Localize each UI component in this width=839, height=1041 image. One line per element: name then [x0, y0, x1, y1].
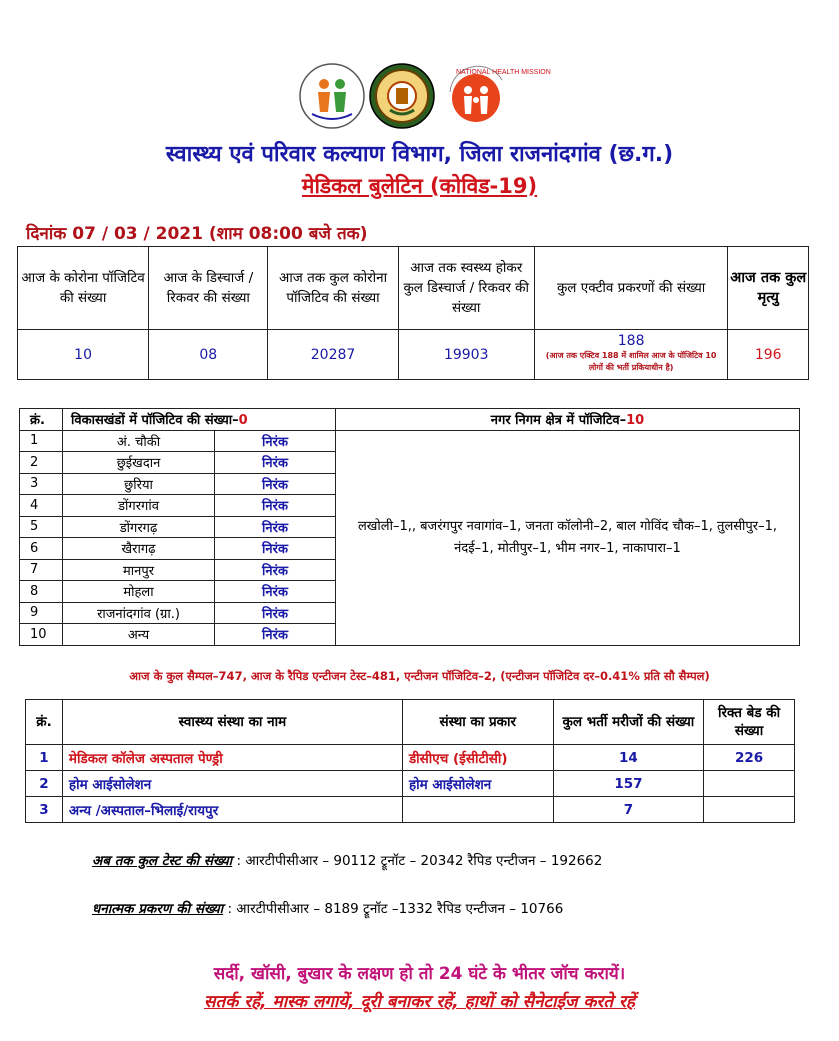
block-status: निरंक: [215, 516, 336, 538]
block-num: 9: [20, 602, 63, 624]
chhattisgarh-govt-seal-icon: [368, 62, 436, 130]
block-status: निरंक: [215, 538, 336, 560]
inst-beds: 226: [704, 745, 795, 771]
national-health-mission-logo-icon: [440, 62, 551, 130]
inst-type: [402, 797, 553, 823]
positive-cases-values: : आरटीपीसीआर – 8189 ट्रूनॉट –1332 रैपिड एन्टीजन – 10766: [227, 901, 564, 917]
nhm-logo-text: NATIONAL HEALTH MISSION: [456, 69, 551, 76]
deaths-value: 196: [728, 330, 809, 380]
inst-name: मेडिकल कॉलेज अस्पताल पेण्ड्री: [62, 745, 402, 771]
nagar-positive-list: लखोली–1,, बजरंगपुर नवागांव–1, जनता कॉलोनी–2, बाल गोविंद चौक–1, तुलसीपुर–1, नंदई–1, मोतीपुर–1, भीम नगर–1, नाकापारा–1: [336, 430, 800, 645]
inst-type: डीसीएच (ईसीटीसी): [402, 745, 553, 771]
block-name: मोहला: [63, 581, 215, 603]
block-num: 2: [20, 452, 63, 474]
summary-table: [17, 246, 809, 380]
summary-header-total-positive: आज तक कुल कोरोना पॉजिटिव की संख्या: [268, 247, 398, 330]
summary-header-active: कुल एक्टीव प्रकरणों की संख्या: [534, 247, 728, 330]
bulletin-date: दिनांक 07 / 03 / 2021 (शाम 08:00 बजे तक): [26, 224, 368, 244]
active-value: 188: [617, 333, 645, 349]
block-header-label: [63, 409, 336, 431]
block-status: निरंक: [215, 559, 336, 581]
total-positive-value: 20287: [268, 330, 398, 380]
block-status: निरंक: [215, 430, 336, 452]
block-num: 10: [20, 624, 63, 646]
active-note: (आज तक एक्टिव 188 में शामिल आज के पॉजिटिव 10 लोगों की भर्ती प्रकियाधीन है): [545, 351, 717, 372]
inst-name: होम आईसोलेशन: [62, 771, 402, 797]
active-cell: [534, 330, 728, 380]
block-status: निरंक: [215, 581, 336, 603]
block-name: अन्य: [63, 624, 215, 646]
positive-cases-label: धनात्मक प्रकरण की संख्या: [92, 901, 224, 917]
inst-name: अन्य /अस्पताल–भिलाई/रायपुर: [62, 797, 402, 823]
total-tests-values: : आरटीपीसीआर – 90112 ट्रूनॉट – 20342 रैपिड एन्टीजन – 192662: [236, 853, 603, 869]
block-status: निरंक: [215, 495, 336, 517]
block-name: डोंगरगांव: [63, 495, 215, 517]
samples-summary: आज के कुल सैम्पल–747, आज के रैपिड एन्टीजन टेस्ट–481, एन्टीजन पॉजिटिव–2, (एन्टीजन पॉजिटिव दर–0.41% प्रति सौ सैम्पल): [129, 669, 710, 683]
summary-header-total-discharge: आज तक स्वस्थ्य होकर कुल डिस्चार्ज / रिकवर की संख्या: [398, 247, 534, 330]
inst-num: 3: [26, 797, 63, 823]
inst-patients: 14: [553, 745, 704, 771]
inst-header-patients: कुल भर्ती मरीजों की संख्या: [553, 700, 704, 745]
block-num: 6: [20, 538, 63, 560]
block-status: निरंक: [215, 624, 336, 646]
safety-advice: सतर्क रहें, मास्क लगायें, दूरी बनाकर रहें, हाथों को सैनेटाईज करते रहें: [204, 992, 635, 1012]
inst-num: 2: [26, 771, 63, 797]
nagar-header-count: 10: [626, 413, 645, 429]
block-status: निरंक: [215, 452, 336, 474]
summary-header-deaths: आज तक कुल मृत्यु: [728, 247, 809, 330]
inst-header-type: संस्था का प्रकार: [402, 700, 553, 745]
inst-num: 1: [26, 745, 63, 771]
institution-row: [26, 797, 795, 823]
summary-value-row: [18, 330, 809, 380]
block-num: 8: [20, 581, 63, 603]
block-name: छुरिया: [63, 473, 215, 495]
symptom-advice: सर्दी, खॉसी, बुखार के लक्षण हो तो 24 घंटे के भीतर जॉच करायें।: [213, 964, 626, 984]
block-header-num: क्रं.: [20, 409, 63, 431]
block-header-count: 0: [238, 413, 248, 429]
block-name: अं. चौकी: [63, 430, 215, 452]
summary-header-row: [18, 247, 809, 330]
block-row: [20, 430, 800, 452]
institution-row: [26, 771, 795, 797]
block-num: 4: [20, 495, 63, 517]
inst-patients: 157: [553, 771, 704, 797]
total-tests-line: [92, 851, 602, 869]
institution-row: [26, 745, 795, 771]
bulletin-title: [0, 172, 839, 200]
inst-patients: 7: [553, 797, 704, 823]
inst-type: होम आईसोलेशन: [402, 771, 553, 797]
block-header-row: [20, 409, 800, 431]
inst-header-name: स्वास्थ्य संस्था का नाम: [62, 700, 402, 745]
positive-cases-line: [92, 899, 563, 917]
logo-strip: [0, 62, 839, 136]
block-num: 1: [20, 430, 63, 452]
block-name: छुईखदान: [63, 452, 215, 474]
inst-beds: [704, 797, 795, 823]
total-discharge-value: 19903: [398, 330, 534, 380]
summary-header-today-positive: आज के कोरोना पॉजिटिव की संख्या: [18, 247, 149, 330]
block-positive-table: [19, 408, 800, 646]
inst-header-beds: रिक्त बेड की संख्या: [704, 700, 795, 745]
block-header-label-text: विकासखंडों में पॉजिटिव की संख्या–: [71, 413, 239, 429]
block-status: निरंक: [215, 602, 336, 624]
nagar-header-label: नगर निगम क्षेत्र में पॉजिटिव–: [490, 413, 627, 429]
block-name: खैरागढ़: [63, 538, 215, 560]
nagar-header: [336, 409, 800, 431]
total-tests-label: अब तक कुल टेस्ट की संख्या: [92, 853, 233, 869]
block-name: डोंगरगढ़: [63, 516, 215, 538]
block-num: 3: [20, 473, 63, 495]
today-positive-value: 10: [18, 330, 149, 380]
block-name: मानपुर: [63, 559, 215, 581]
block-num: 7: [20, 559, 63, 581]
family-health-logo-icon: [298, 62, 366, 130]
inst-header-num: क्रं.: [26, 700, 63, 745]
inst-beds: [704, 771, 795, 797]
bulletin-title-text: मेडिकल बुलेटिन (कोविड-19): [301, 174, 538, 198]
block-num: 5: [20, 516, 63, 538]
department-title: स्वास्थ्य एवं परिवार कल्याण विभाग, जिला राजनांदगांव (छ.ग.): [165, 142, 674, 167]
summary-header-today-discharge: आज के डिस्चार्ज / रिकवर की संख्या: [149, 247, 268, 330]
block-name: राजनांदगांव (ग्रा.): [63, 602, 215, 624]
institutions-table: [25, 699, 795, 823]
today-discharge-value: 08: [149, 330, 268, 380]
block-status: निरंक: [215, 473, 336, 495]
institutions-header-row: [26, 700, 795, 745]
